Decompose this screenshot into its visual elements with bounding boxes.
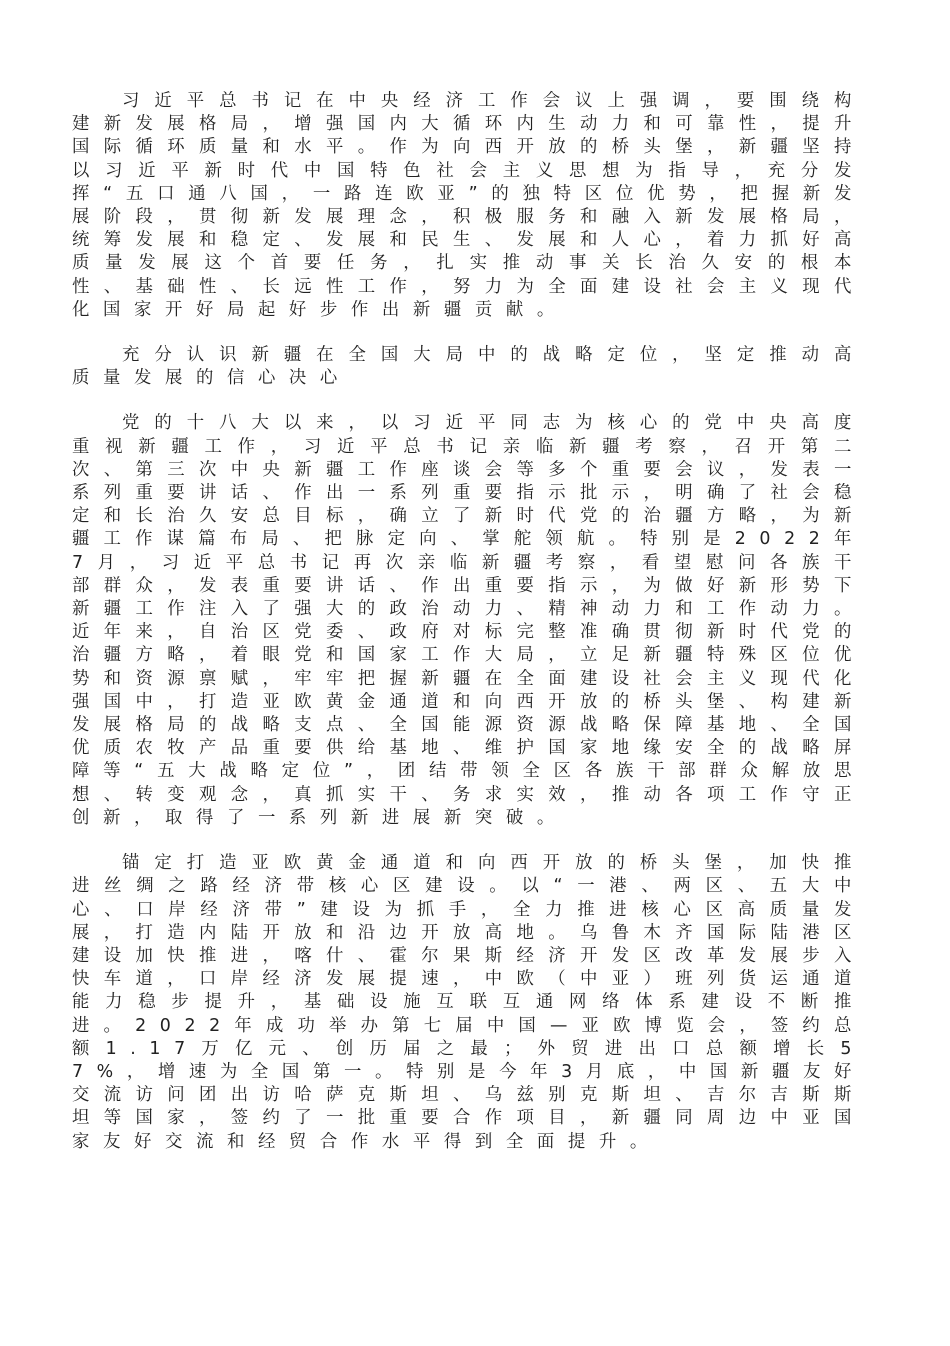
section-heading: 充分认识新疆在全国大局中的战略定位，坚定推动高质量发展的信心决心 [72, 345, 865, 389]
paragraph-strategic-positioning: 党的十八大以来，以习近平同志为核心的党中央高度重视新疆工作，习近平总书记亲临新疆考察，召开第二次、第三次中央新疆工作座谈会等多个重要会议，发表一系列重要讲话、作出一系列重要指示批示，明确了社会稳定和长治久安总目标，确立了新时代党的治疆方略，为新疆工作谋篇布局、把脉定向、掌舵领航。特别是2022年7月，习近平总书记再次亲临新疆考察，看望慰问各族干部群众，发表重要讲话、作出重要指示，为做好新形势下新疆工作注入了强大的政治动力、精神动力和工作动力。近年来，自治区党委、政府对标完整准确贯彻新时代党的治疆方略，着眼党和国家工作大局，立足新疆特殊区位优势和资源禀赋，牢牢把握新疆在全面建设社会主义现代化强国中，打造亚欧黄金通道和向西开放的桥头堡、构建新发展格局的战略支点、全国能源资源战略保障基地、全国优质农牧产品重要供给基地、维护国家地缘安全的战略屏障等“五大战略定位”，团结带领全区各族干部群众解放思想、转变观念，真抓实干、务求实效，推动各项工作守正创新，取得了一系列新进展新突破。 [72, 413, 865, 828]
paragraph-eurasia-corridor: 锚定打造亚欧黄金通道和向西开放的桥头堡，加快推进丝绸之路经济带核心区建设。以“一港、两区、五大中心、口岸经济带”建设为抓手，全力推进核心区高质量发展，打造内陆开放和沿边开放高地。乌鲁木齐国际陆港区建设加快推进，喀什、霍尔果斯经济开发区改革发展步入快车道，口岸经济发展提速，中欧（中亚）班列货运通道能力稳步提升，基础设施互联互通网络体系建设不断推进。2022年成功举办第七届中国—亚欧博览会，签约总额1.17万亿元、创历届之最；外贸进出口总额增长57%，增速为全国第一。特别是今年3月底，中国新疆友好交流访问团出访哈萨克斯坦、乌兹别克斯坦、吉尔吉斯斯坦等国家，签约了一批重要合作项目，新疆同周边中亚国家友好交流和经贸合作水平得到全面提升。 [72, 853, 865, 1152]
paragraph-intro: 习近平总书记在中央经济工作会议上强调，要围绕构建新发展格局，增强国内大循环内生动力和可靠性，提升国际循环质量和水平。作为向西开放的桥头堡，新疆坚持以习近平新时代中国特色社会主义思想为指导，充分发挥“五口通八国，一路连欧亚”的独特区位优势，把握新发展阶段，贯彻新发展理念，积极服务和融入新发展格局，统筹发展和稳定、发展和民生、发展和人心，着力抓好高质量发展这个首要任务，扎实推动事关长治久安的根本性、基础性、长远性工作，努力为全面建设社会主义现代化国家开好局起好步作出新疆贡献。 [72, 91, 865, 320]
document-page [72, 90, 865, 1176]
